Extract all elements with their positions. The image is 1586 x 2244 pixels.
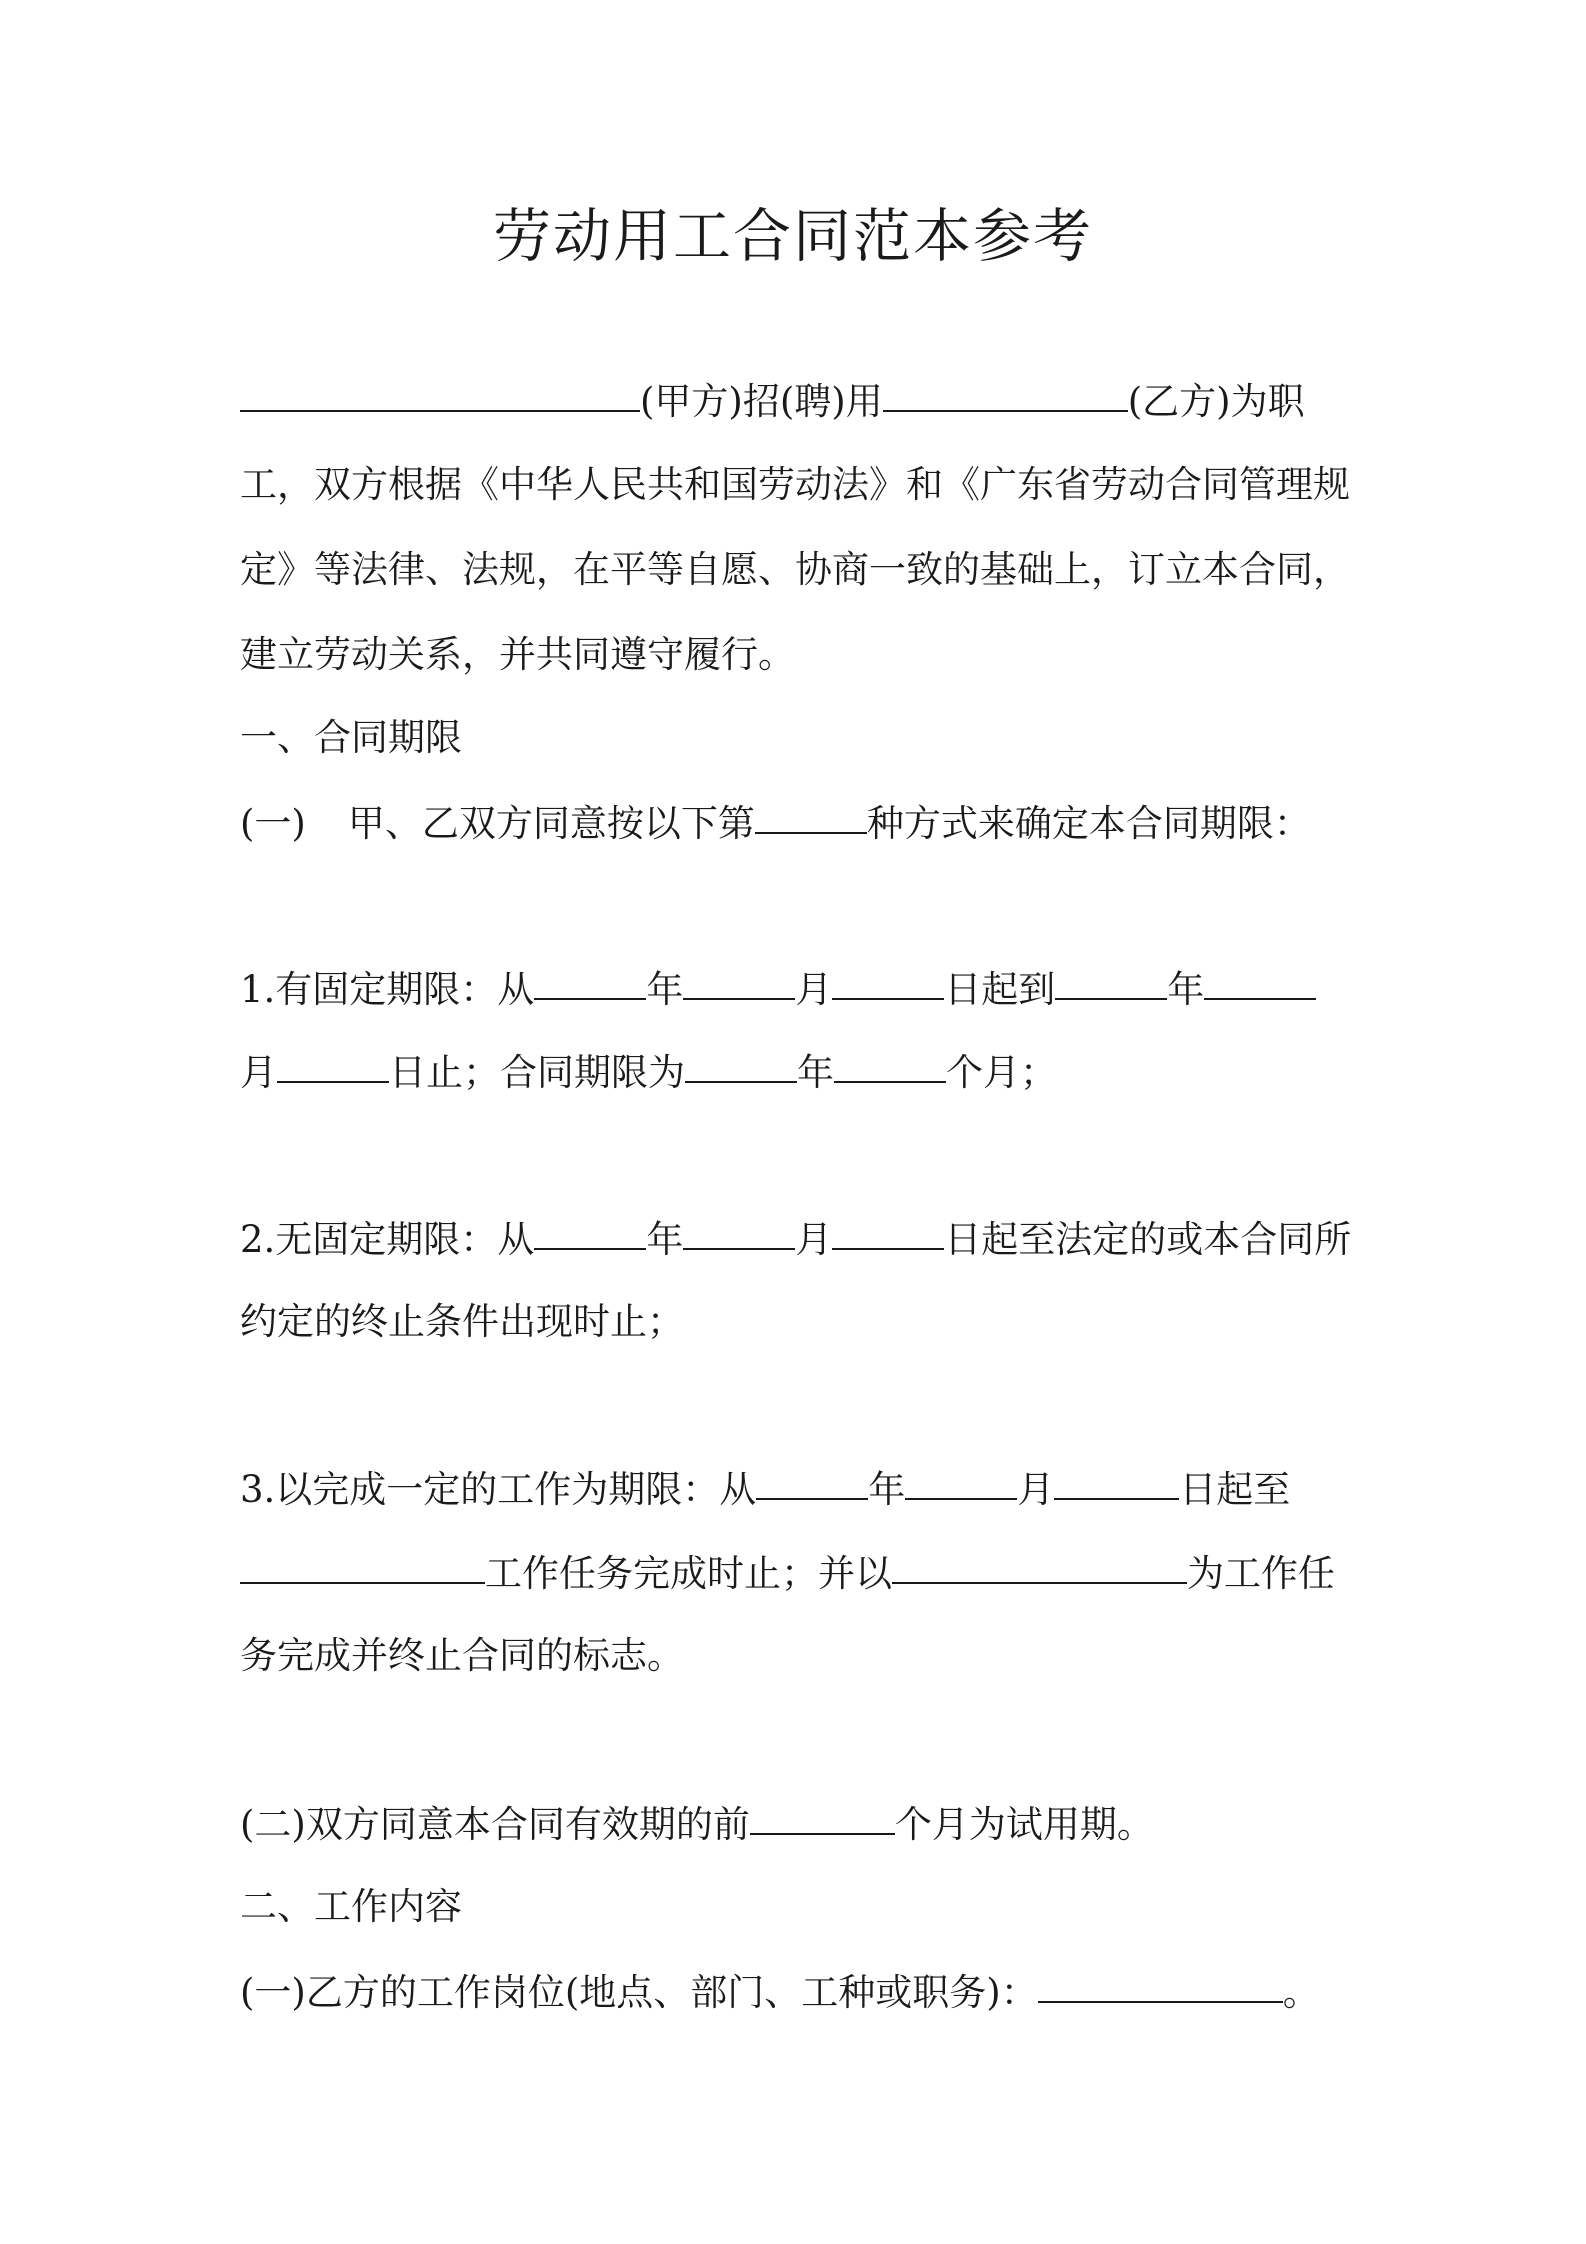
item-1-start-month-blank[interactable] [683, 958, 795, 1000]
item-3-task-blank[interactable] [240, 1542, 485, 1584]
item-2-month-blank[interactable] [683, 1208, 795, 1250]
item-2-year-blank[interactable] [534, 1208, 646, 1250]
item-2-label: 2.无固定期限：从 [240, 1218, 535, 1261]
intro-line-4: 建立劳动关系，并共同遵守履行。 [240, 633, 795, 676]
day-to-label: 日起至法定的或本合同所 [944, 1218, 1352, 1261]
item-3-month-blank[interactable] [905, 1458, 1017, 1500]
month-label: 月 [795, 968, 833, 1011]
item-1-term-years-blank[interactable] [685, 1041, 797, 1083]
method-choice-blank[interactable] [755, 792, 867, 834]
probation-months-blank[interactable] [750, 1793, 895, 1835]
month-label: 月 [795, 1218, 833, 1261]
item-1-end-year-blank[interactable] [1055, 958, 1167, 1000]
item-3-line-2 [240, 1542, 1335, 1602]
section-2-sub-1 [240, 1961, 1320, 2021]
section-1-sub-1 [240, 792, 1311, 852]
sub-2-text-b: 个月为试用期。 [894, 1803, 1154, 1846]
party-b-label: (乙方)为职 [1127, 380, 1305, 423]
job-position-label: (一)乙方的工作岗位(地点、部门、工种或职务)： [240, 1971, 1038, 2014]
day-to-label: 日起到 [944, 968, 1056, 1011]
item-3-year-blank[interactable] [756, 1458, 868, 1500]
item-2-line-2: 约定的终止条件出现时止； [240, 1300, 684, 1343]
item-3-label: 3.以完成一定的工作为期限：从 [240, 1468, 757, 1511]
party-a-label: (甲方)招(聘)用 [640, 380, 883, 423]
party-a-blank[interactable] [240, 370, 640, 412]
item-1-start-day-blank[interactable] [832, 958, 944, 1000]
year-label: 年 [646, 1218, 684, 1261]
item-1-line-1 [240, 958, 1316, 1018]
months-label: 个月； [946, 1051, 1057, 1094]
item-1-term-months-blank[interactable] [834, 1041, 946, 1083]
item-1-start-year-blank[interactable] [534, 958, 646, 1000]
item-1-line-2 [240, 1041, 1057, 1101]
section-1-sub-2 [240, 1793, 1154, 1853]
document-title: 劳动用工合同范本参考 [492, 202, 1093, 270]
item-3-day-blank[interactable] [1054, 1458, 1179, 1500]
item-3-mark-blank[interactable] [892, 1542, 1187, 1584]
sub-1-text-a: 甲、乙双方同意按以下第 [347, 802, 755, 845]
item-2-line-1 [240, 1208, 1351, 1268]
year-label: 年 [868, 1468, 906, 1511]
section-1-heading: 一、合同期限 [240, 716, 462, 759]
item-2-day-blank[interactable] [832, 1208, 944, 1250]
item-1-label: 1.有固定期限：从 [240, 968, 535, 1011]
intro-line-1 [240, 370, 1305, 430]
party-b-blank[interactable] [883, 370, 1128, 412]
month-label: 月 [1017, 1468, 1055, 1511]
job-position-blank[interactable] [1038, 1961, 1283, 2003]
intro-line-3: 定》等法律、法规，在平等自愿、协商一致的基础上，订立本合同， [240, 548, 1350, 591]
month-label: 月 [240, 1051, 277, 1094]
section-2-heading: 二、工作内容 [240, 1885, 462, 1928]
task-mark-label: 为工作任 [1187, 1552, 1335, 1595]
sub-1-text-b: 种方式来确定本合同期限： [866, 802, 1311, 845]
item-1-end-day-blank[interactable] [277, 1041, 389, 1083]
item-3-line-1 [240, 1458, 1290, 1518]
sub-1-prefix: (一) [240, 802, 306, 845]
year-label: 年 [797, 1051, 834, 1094]
task-end-label: 工作任务完成时止；并以 [485, 1552, 892, 1595]
item-3-line-3: 务完成并终止合同的标志。 [240, 1634, 684, 1677]
year-label: 年 [646, 968, 684, 1011]
year-label: 年 [1167, 968, 1205, 1011]
item-1-end-month-blank[interactable] [1204, 958, 1316, 1000]
day-end-label: 日止；合同期限为 [389, 1051, 685, 1094]
sub-2-text-a: (二)双方同意本合同有效期的前 [240, 1803, 750, 1846]
intro-line-2: 工，双方根据《中华人民共和国劳动法》和《广东省劳动合同管理规 [240, 463, 1350, 506]
period-mark: 。 [1282, 1971, 1320, 2014]
day-to-label: 日起至 [1179, 1468, 1291, 1511]
